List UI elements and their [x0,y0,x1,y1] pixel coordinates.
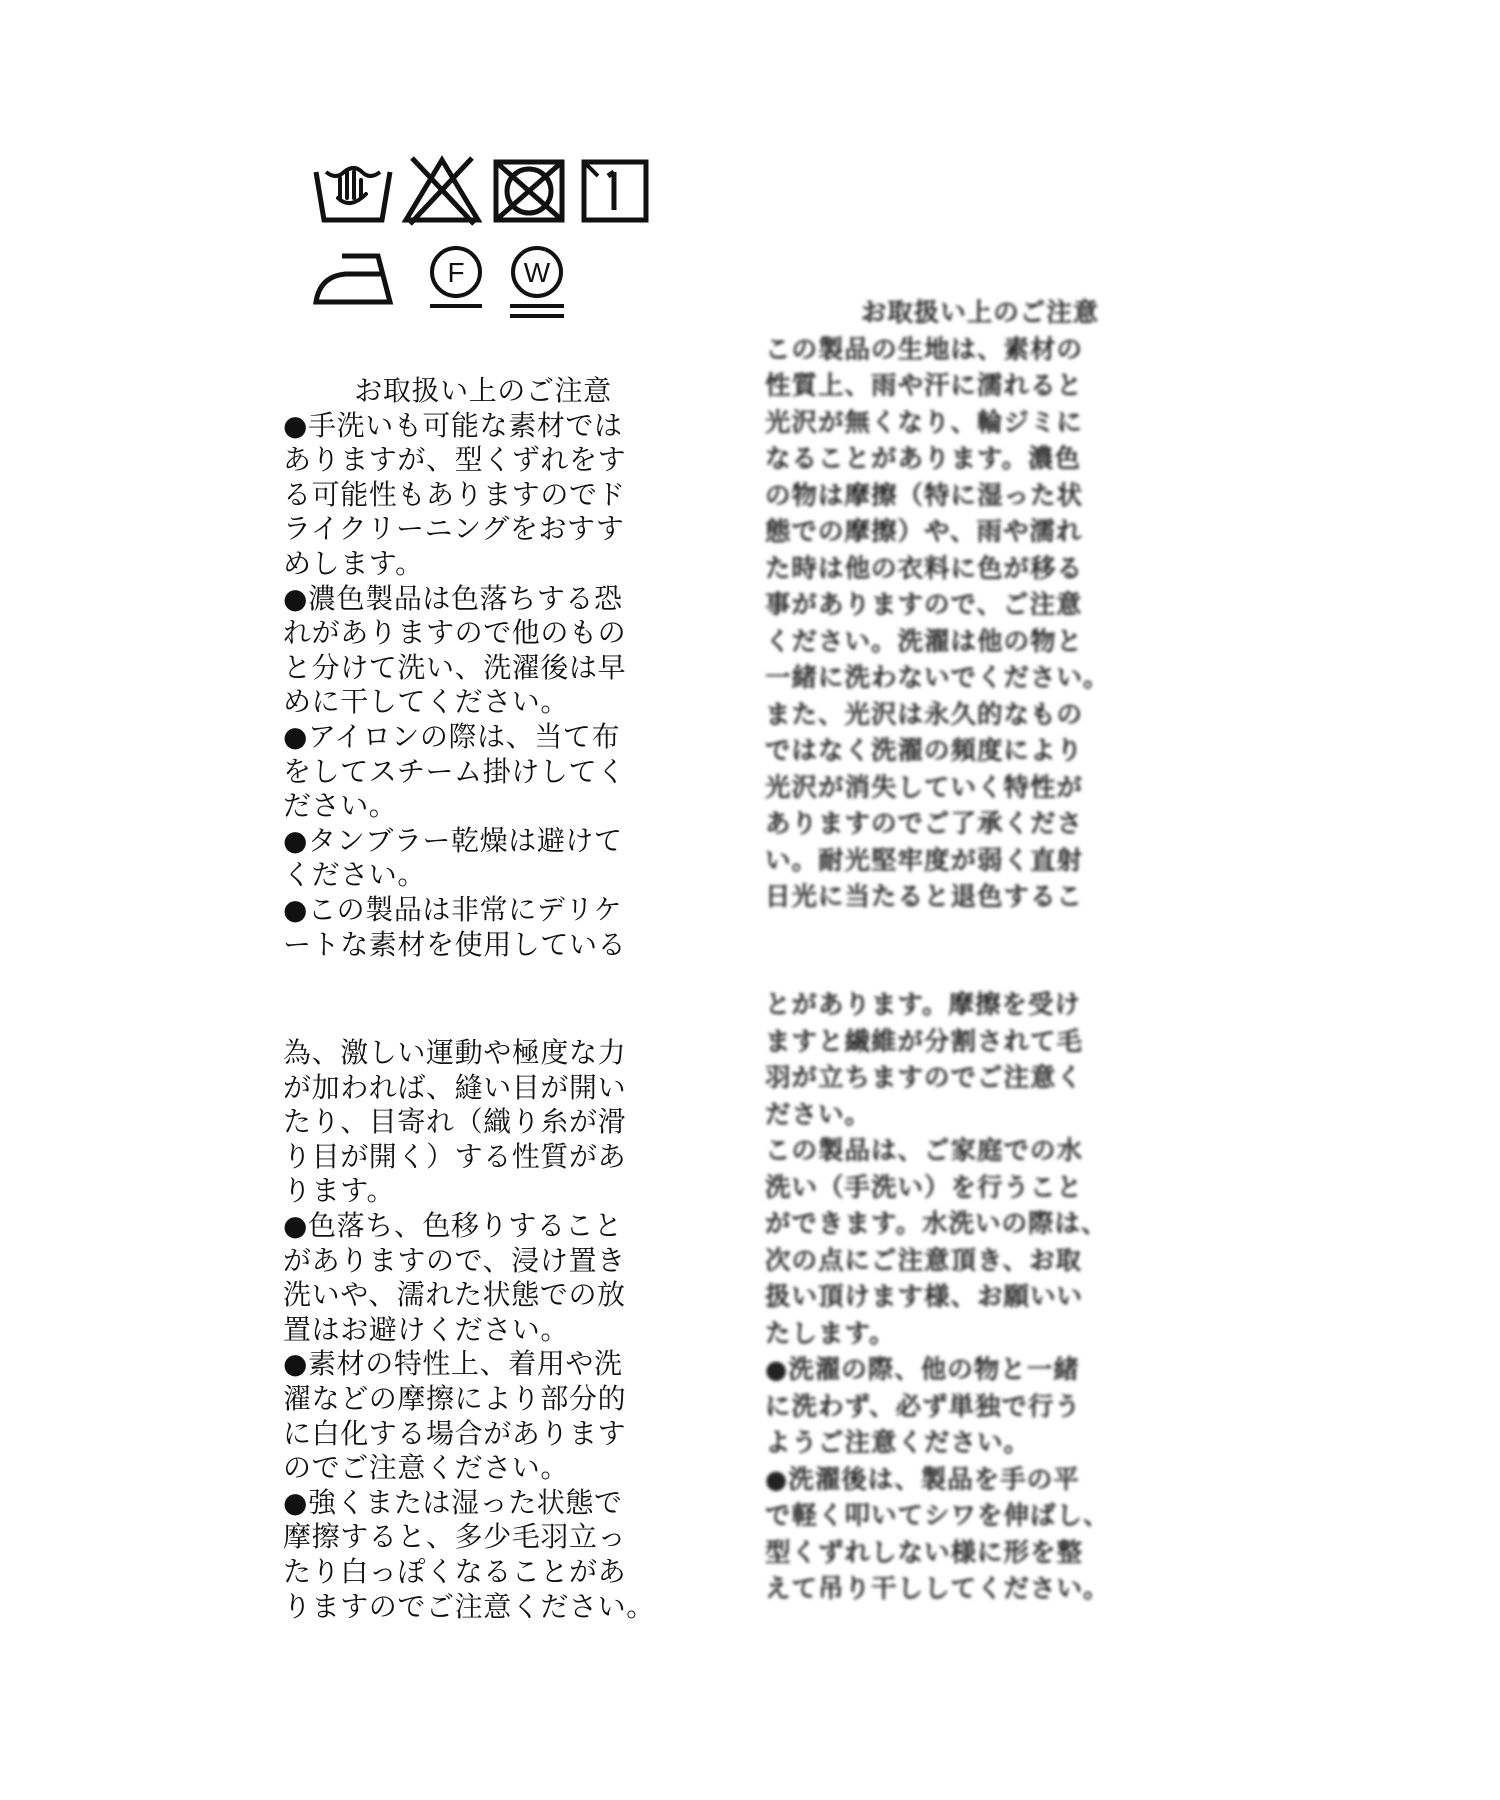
note-line: 洗い（手洗い）を行うこと [765,1172,1084,1203]
no-tumble-dry-icon [492,158,566,224]
note-line: をしてスチーム掛けしてく [283,754,626,788]
note-line: ●この製品は非常にデリケ [283,892,623,926]
note-line: り目が開く）する性質があ [283,1139,627,1173]
note-line: たり、目寄れ（織り糸が滑 [283,1105,627,1139]
note-line: で軽く叩いてシワを伸ばし、 [765,1501,1110,1531]
note-line: ください。洗濯は他の物と [765,626,1084,657]
note-line: ようご注意ください。 [765,1428,1031,1458]
note-line: ができます。水洗いの際は、 [765,1209,1108,1239]
note-line: めします。 [283,546,424,580]
note-line: ください。 [283,858,427,892]
note-line: たり白っぽくなることがあ [283,1554,627,1588]
note-line: 光沢が無くなり、輪ジミに [765,407,1084,438]
note-line: ださい。 [765,1099,872,1130]
notes-title: お取扱い上のご注意 [354,374,612,407]
note-line: 態での摩擦）や、雨や濡れ [765,517,1083,547]
note-line: に白化する場合があります [283,1416,627,1450]
hand-wash-icon [312,158,394,226]
note-line: 置はお避けください。 [283,1312,570,1346]
left-notes-block-1 [283,374,683,962]
note-line: 事がありますので、ご注意 [765,590,1083,620]
note-line: ります。 [283,1174,396,1208]
note-line: れがありますので他のもの [283,616,627,650]
note-line: この製品の生地は、素材の [765,334,1084,365]
note-line: ●色落ち、色移りすること [283,1208,623,1242]
no-bleach-icon [402,154,482,226]
note-line: また、光沢は永久的なもの [765,699,1084,730]
note-line: ●濃色製品は色落ちする恐 [283,581,623,615]
note-line: 摩擦すると、多少毛羽立っ [283,1520,627,1554]
left-notes-block-2 [283,1036,683,1624]
note-line: に洗わず、必ず単独で行う [765,1391,1081,1422]
note-line: えて吊り干ししてください。 [765,1574,1110,1604]
note-line: ●素材の特性上、着用や洗 [283,1347,623,1381]
svg-text:W: W [523,257,551,288]
note-line: ●アイロンの際は、当て布 [283,719,621,753]
note-line: る可能性もありますのでド [283,477,626,511]
note-line: りますのでご注意ください。 [283,1589,655,1623]
note-line: 一緒に洗わないでください。 [765,663,1110,693]
note-line: ●洗濯後は、製品を手の平 [765,1464,1080,1495]
note-line: と分けて洗い、洗濯後は早 [283,650,627,684]
note-line: の物は摩擦（特に湿った状 [765,480,1084,511]
note-line: なることがあります。濃色 [765,444,1081,474]
line-dry-shade-icon [580,158,650,224]
note-line: ●洗濯の際、他の物と一緒 [765,1355,1080,1385]
note-line: 性質上、雨や汗に濡れると [765,371,1084,401]
dry-clean-f-icon [424,242,488,314]
iron-low-temp-icon [312,250,402,308]
svg-text:F: F [447,257,465,288]
note-line: が加われば、縫い目が開い [283,1070,627,1104]
note-line: 為、激しい運動や極度な力 [283,1036,627,1069]
notes-title: お取扱い上のご注意 [860,298,1100,328]
note-line: めに干してください。 [283,685,570,719]
note-line: 型くずれしない様に形を整 [765,1537,1084,1568]
note-line: 光沢が消失していく特性が [765,772,1084,803]
note-line: この製品は、ご家庭での水 [765,1136,1084,1166]
wet-clean-w-icon [504,242,570,322]
note-line: ●タンブラー乾燥は避けて [283,823,623,857]
note-line: がありますので、浸け置き [283,1243,626,1277]
note-line: ライクリーニングをおすす [283,512,625,546]
note-line: 扱い頂けます様、お願いい [765,1282,1084,1312]
note-line: ますと繊維が分割されて毛 [765,1026,1084,1057]
note-line: 羽が立ちますのでご注意く [765,1063,1084,1093]
note-line: い。耐光堅牢度が弱く直射 [765,845,1084,876]
right-notes-block-2 [765,987,1195,1608]
note-line: 日光に当たると退色するこ [765,882,1084,912]
note-line: たします。 [765,1318,896,1349]
note-line: ●手洗いも可能な素材では [283,408,623,442]
right-notes-block-1 [765,295,1195,916]
note-line: ださい。 [283,789,398,823]
note-line: ●強くまたは湿った状態で [283,1485,623,1519]
note-line: ではなく洗濯の頻度により [765,736,1084,766]
note-line: 洗いや、濡れた状態での放 [283,1278,626,1312]
note-line: のでご注意ください。 [283,1451,570,1485]
note-line: 濯などの摩擦により部分的 [283,1381,627,1415]
note-line: とがあります。摩擦を受け [765,990,1081,1020]
note-line: ありますのでご了承くださ [765,809,1084,839]
note-line: ありますが、型くずれをす [283,443,627,477]
note-line: 次の点にご注意頂き、お取 [765,1245,1082,1276]
care-symbols [312,150,672,325]
note-line: た時は他の衣料に色が移る [765,553,1084,584]
note-line: ートな素材を使用している [283,927,627,961]
